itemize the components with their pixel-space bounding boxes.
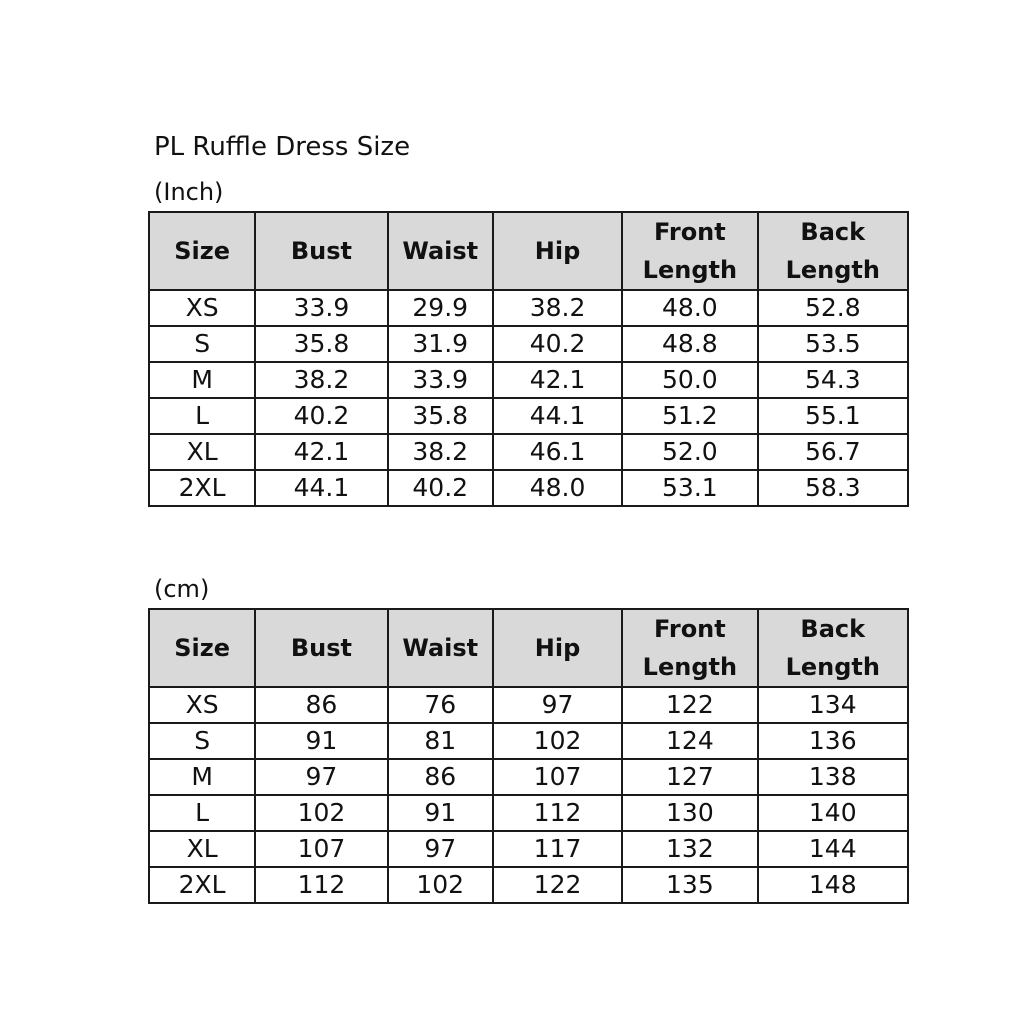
measurement-cell: 50.0: [622, 362, 757, 398]
size-cell: L: [149, 795, 255, 831]
table-row: [149, 362, 908, 398]
table-row: [149, 398, 908, 434]
measurement-cell: 148: [758, 867, 908, 903]
column-header: Size: [149, 609, 255, 687]
measurement-cell: 124: [622, 723, 757, 759]
measurement-cell: 86: [388, 759, 493, 795]
measurement-cell: 122: [622, 687, 757, 723]
measurement-cell: 38.2: [255, 362, 387, 398]
size-cell: XS: [149, 290, 255, 326]
measurement-cell: 48.0: [622, 290, 757, 326]
measurement-cell: 135: [622, 867, 757, 903]
cm-unit-label: (cm): [154, 575, 210, 603]
size-cell: XS: [149, 687, 255, 723]
measurement-cell: 117: [493, 831, 622, 867]
measurement-cell: 35.8: [388, 398, 493, 434]
measurement-cell: 42.1: [493, 362, 622, 398]
column-header: Hip: [493, 609, 622, 687]
table-row: [149, 434, 908, 470]
measurement-cell: 51.2: [622, 398, 757, 434]
measurement-cell: 122: [493, 867, 622, 903]
table-row: [149, 867, 908, 903]
measurement-cell: 44.1: [255, 470, 387, 506]
size-cell: XL: [149, 831, 255, 867]
measurement-cell: 102: [255, 795, 387, 831]
measurement-cell: 144: [758, 831, 908, 867]
measurement-cell: 107: [255, 831, 387, 867]
size-cell: 2XL: [149, 470, 255, 506]
measurement-cell: 44.1: [493, 398, 622, 434]
column-header: Back Length: [758, 609, 908, 687]
column-header: Hip: [493, 212, 622, 290]
measurement-cell: 52.8: [758, 290, 908, 326]
size-cell: M: [149, 759, 255, 795]
measurement-cell: 97: [493, 687, 622, 723]
measurement-cell: 58.3: [758, 470, 908, 506]
measurement-cell: 136: [758, 723, 908, 759]
measurement-cell: 91: [255, 723, 387, 759]
size-cell: S: [149, 723, 255, 759]
measurement-cell: 112: [255, 867, 387, 903]
measurement-cell: 38.2: [493, 290, 622, 326]
table-row: [149, 687, 908, 723]
measurement-cell: 86: [255, 687, 387, 723]
table-header-row: [149, 212, 908, 290]
column-header: Front Length: [622, 212, 757, 290]
measurement-cell: 48.0: [493, 470, 622, 506]
size-cell: L: [149, 398, 255, 434]
column-header: Bust: [255, 609, 387, 687]
measurement-cell: 107: [493, 759, 622, 795]
measurement-cell: 33.9: [255, 290, 387, 326]
column-header: Size: [149, 212, 255, 290]
column-header: Front Length: [622, 609, 757, 687]
measurement-cell: 138: [758, 759, 908, 795]
measurement-cell: 52.0: [622, 434, 757, 470]
table-row: [149, 759, 908, 795]
measurement-cell: 134: [758, 687, 908, 723]
measurement-cell: 76: [388, 687, 493, 723]
measurement-cell: 48.8: [622, 326, 757, 362]
measurement-cell: 33.9: [388, 362, 493, 398]
cm-size-table: [148, 608, 909, 904]
measurement-cell: 38.2: [388, 434, 493, 470]
column-header: Waist: [388, 609, 493, 687]
measurement-cell: 40.2: [493, 326, 622, 362]
measurement-cell: 127: [622, 759, 757, 795]
measurement-cell: 132: [622, 831, 757, 867]
measurement-cell: 31.9: [388, 326, 493, 362]
measurement-cell: 55.1: [758, 398, 908, 434]
measurement-cell: 53.5: [758, 326, 908, 362]
column-header: Bust: [255, 212, 387, 290]
table-row: [149, 326, 908, 362]
size-cell: 2XL: [149, 867, 255, 903]
inch-size-table: [148, 211, 909, 507]
measurement-cell: 97: [388, 831, 493, 867]
measurement-cell: 112: [493, 795, 622, 831]
table-row: [149, 723, 908, 759]
measurement-cell: 40.2: [255, 398, 387, 434]
column-header: Back Length: [758, 212, 908, 290]
measurement-cell: 140: [758, 795, 908, 831]
measurement-cell: 35.8: [255, 326, 387, 362]
table-row: [149, 470, 908, 506]
measurement-cell: 40.2: [388, 470, 493, 506]
size-cell: S: [149, 326, 255, 362]
page-title: PL Ruffle Dress Size: [154, 132, 411, 162]
measurement-cell: 102: [493, 723, 622, 759]
measurement-cell: 130: [622, 795, 757, 831]
table-header-row: [149, 609, 908, 687]
measurement-cell: 42.1: [255, 434, 387, 470]
size-cell: XL: [149, 434, 255, 470]
column-header: Waist: [388, 212, 493, 290]
measurement-cell: 46.1: [493, 434, 622, 470]
table-row: [149, 290, 908, 326]
table-row: [149, 795, 908, 831]
measurement-cell: 81: [388, 723, 493, 759]
measurement-cell: 91: [388, 795, 493, 831]
measurement-cell: 97: [255, 759, 387, 795]
measurement-cell: 29.9: [388, 290, 493, 326]
size-cell: M: [149, 362, 255, 398]
measurement-cell: 102: [388, 867, 493, 903]
inch-unit-label: (Inch): [154, 178, 224, 206]
measurement-cell: 56.7: [758, 434, 908, 470]
measurement-cell: 54.3: [758, 362, 908, 398]
measurement-cell: 53.1: [622, 470, 757, 506]
table-row: [149, 831, 908, 867]
